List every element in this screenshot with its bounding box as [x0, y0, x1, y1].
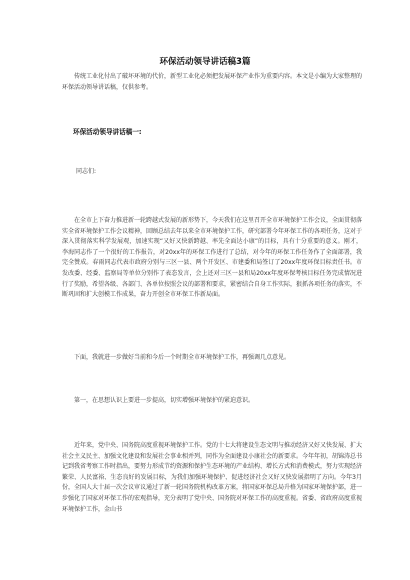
greeting: 同志们: [76, 168, 97, 175]
paragraph-2: 下面，我就进一步做好当前和今后一个时期全市环境保护工作，再强调几点意见。 [74, 354, 291, 361]
paragraph-3: 第一，在思想认识上要进一步提高，切实增强环境保护的紧迫意识。 [74, 397, 255, 404]
paragraph-1: 在全市上下奋力推进新一轮跨越式发展的新形势下，今天我们在这里召开全市环境保护工作会议，全面贯彻落实全省环境保护工作会议精神，回顾总结去年以来全市环境保护工作，研究部署今年环保工作的各项任务，这对于深入贯彻落实科学发展观，加速实现“又好又快新跨越、率先全面达小康”的目标，具有十分重要的意义。刚才，李海同志作了一个很好的工作报告，对20xx年的环保工作进行了总结，对今年的环保工作任务作了全面部署，我完全赞成。春雨同志代表市政府分别与三区一县、两个开发区、市建委和局签订了20xx年度环保目标责任书。市发改委、经委、监察局等单位分别作了表态发言，会上还对三区一县和局20xx年度环保考核目标任务完成情况进行了奖励，希望各级、各部门、各单位按照会议的部署和要求，紧密结合自身工作实际，狠抓各项任务的落实，不断巩固和扩大创模工作成果，奋力开创全市环保工作新局面。 [62, 217, 363, 299]
document-title: 环保活动领导讲话稿3篇 [159, 57, 251, 67]
intro-paragraph: 传统工业化付出了破坏环境的代价，新型工业化必须把发展环保产业作为重要内容。本文是小编为大家整理的环保活动领导讲话稿，仅供参考。 [62, 73, 363, 91]
section-subtitle: 环保活动领导讲话稿一: [73, 128, 142, 136]
paragraph-4: 近年来，党中央、国务院高度重视环境保护工作。党的十七大将建设生态文明与推动经济又好又快发展、扩大社会主义民主、加强文化建设和发展社会事业相并列，同作为全面建设小康社会的新要求。今年年初，胡锦涛总书记到我省考察工作时指出，要努力形成节约资源和保护生态环境的产业结构、增长方式和消费模式，努力实现经济繁荣、人民富裕、生态良好的发展目标，为我们加强环境保护、促进经济社会又好又快发展指明了方向。今年3月份，全国人大十届一次会议审议通过了新一轮国务院机构改革方案，将国家环保总局升格为国家环境保护部，进一步强化了国家对环保工作的宏观指导，充分表明了党中央、国务院对环保工作的高度重视。省委、省政府高度重视环境保护工作，金山书 [62, 442, 363, 513]
